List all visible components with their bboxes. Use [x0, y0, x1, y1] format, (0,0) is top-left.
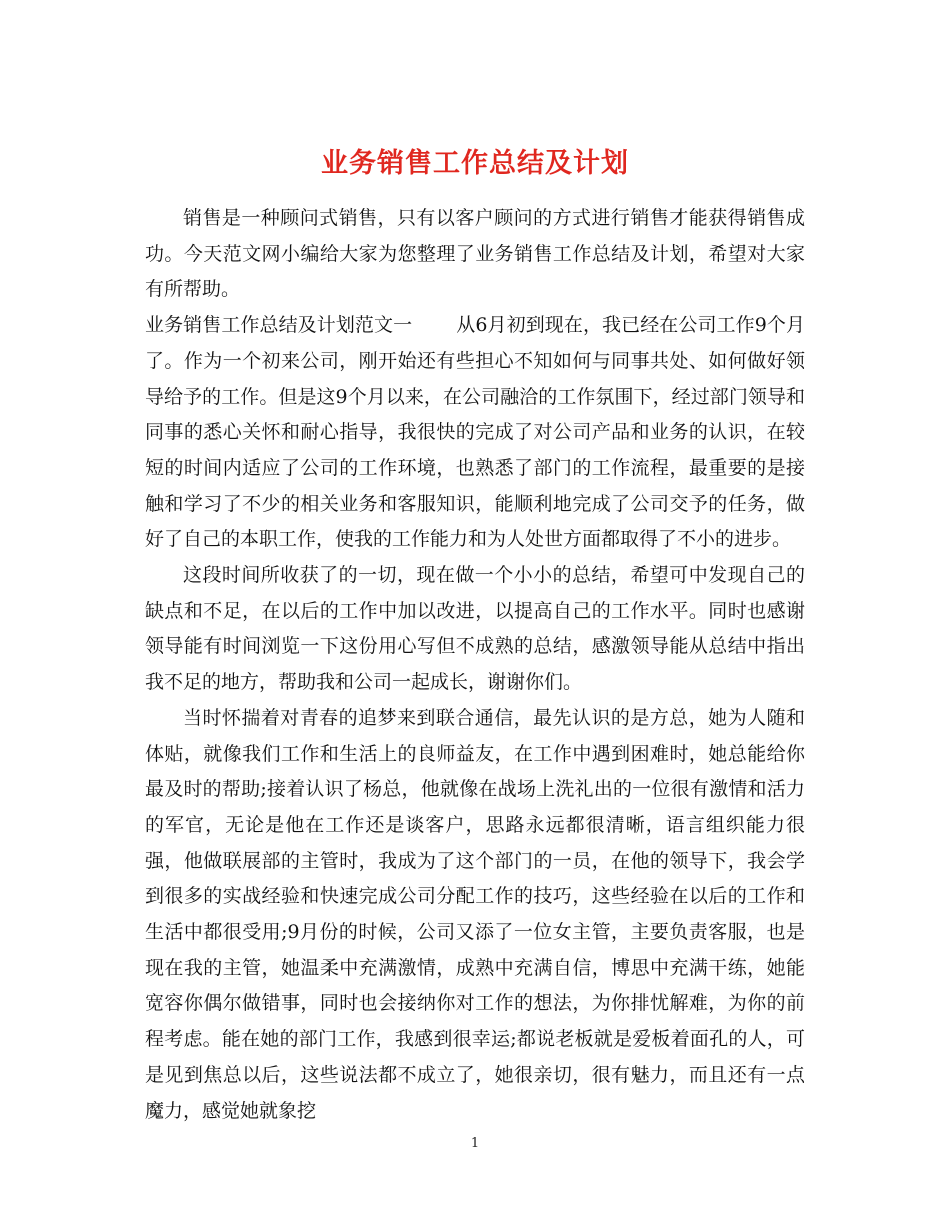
- body-paragraph-colleagues: 当时怀揣着对青春的追梦来到联合通信，最先认识的是方总，她为人随和体贴，就像我们工作和生活上的良师益友，在工作中遇到困难时，她总能给你最及时的帮助;接着认识了杨总，他就像在战场上洗礼出的一位很有激情和活力的军官，无论是他在工作还是谈客户，思路永远都很清晰，语言组织能力很强，他做联展部的主管时，我成为了这个部门的一员，在他的领导下，我会学到很多的实战经验和快速完成公司分配工作的技巧，这些经验在以后的工作和生活中都很受用;9月份的时候，公司又添了一位女主管，主要负责客服，也是现在我的主管，她温柔中充满激情，成熟中充满自信，博思中充满干练，她能宽容你偶尔做错事，同时也会接纳你对工作的想法，为你排忧解难，为你的前程考虑。能在她的部门工作，我感到很幸运;都说老板就是爱板着面孔的人，可是见到焦总以后，这些说法都不成立了，她很亲切，很有魅力，而且还有一点魔力，感觉她就象挖: [145, 706, 805, 1122]
- section-heading: 业务销售工作总结及计划范文一: [145, 314, 413, 337]
- section-first-paragraph-text: 从6月初到现在，我已经在公司工作9个月了。作为一个初来公司，刚开始还有些担心不知如何与同事共处、如何做好领导给予的工作。但是这9个月以来，在公司融洽的工作氛围下，经过部门领导和同事的悉心关怀和耐心指导，我很快的完成了对公司产品和业务的认识，在较短的时间内适应了公司的工作环境，也熟悉了部门的工作流程，最重要的是接触和学习了不少的相关业务和客服知识，能顺利地完成了公司交予的任务，做好了自己的本职工作，使我的工作能力和为人处世方面都取得了不小的进步。: [145, 314, 805, 551]
- section-first-paragraph: [145, 308, 805, 558]
- document-title: 业务销售工作总结及计划: [321, 148, 629, 180]
- document-body: [145, 201, 805, 1129]
- intro-paragraph: 销售是一种顾问式销售，只有以客户顾问的方式进行销售才能获得销售成功。今天范文网小编给大家为您整理了业务销售工作总结及计划，希望对大家有所帮助。: [145, 207, 805, 301]
- page-number: 1: [470, 1136, 480, 1151]
- body-paragraph-summary: 这段时间所收获了的一切，现在做一个小小的总结，希望可中发现自己的缺点和不足，在以后的工作中加以改进，以提高自己的工作水平。同时也感谢领导能有时间浏览一下这份用心写但不成熟的总结，感激领导能从总结中指出我不足的地方，帮助我和公司一起成长，谢谢你们。: [145, 564, 805, 694]
